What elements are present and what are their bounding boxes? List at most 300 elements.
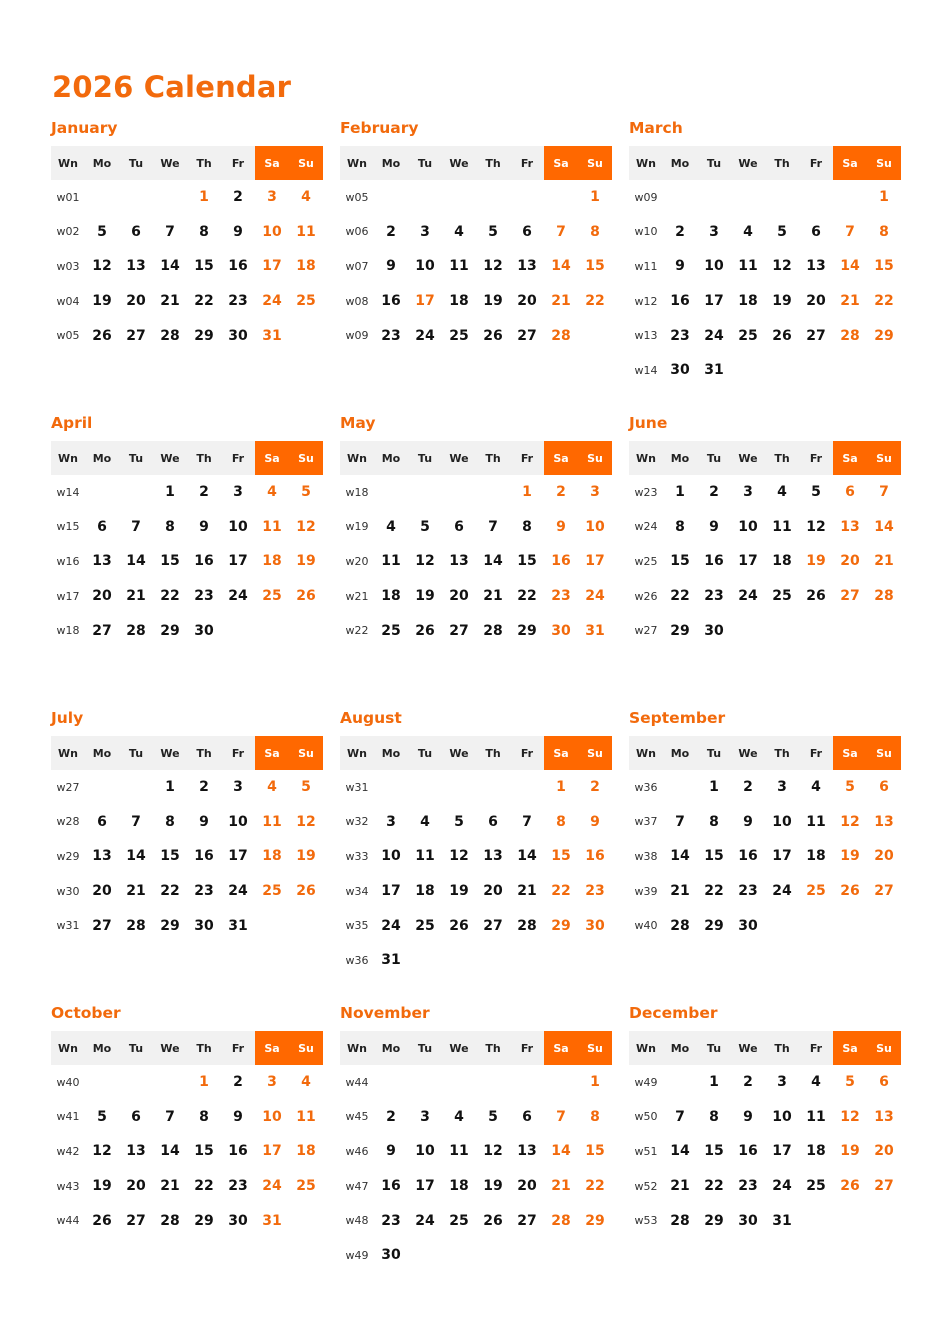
weekday-header: Fr	[221, 441, 255, 475]
day-cell: 24	[415, 327, 435, 344]
day-cell: 1	[709, 779, 719, 796]
day-cell: 1	[522, 484, 532, 501]
weekday-header: We	[731, 736, 765, 770]
month-name: August	[340, 709, 402, 727]
day-cell: 27	[806, 327, 826, 344]
day-cell: 7	[556, 1108, 566, 1125]
empty-cell	[663, 1065, 697, 1100]
day-cell: 13	[517, 1143, 537, 1160]
day-cell: 3	[420, 1108, 430, 1125]
day-cell: 6	[522, 223, 532, 240]
day-cell: 28	[160, 1212, 180, 1229]
weekday-header: Fr	[510, 736, 544, 770]
day-cell: 22	[670, 588, 690, 605]
day-cell: 22	[194, 1178, 214, 1195]
day-cell: 18	[296, 258, 316, 275]
day-cell: 9	[709, 518, 719, 535]
week-number: w27	[634, 624, 658, 638]
empty-cell	[221, 613, 255, 648]
day-cell: 16	[381, 1178, 401, 1195]
empty-cell	[85, 475, 119, 510]
day-cell: 9	[556, 518, 566, 535]
week-number: w30	[56, 884, 80, 898]
weekday-header: We	[731, 441, 765, 475]
day-cell: 19	[840, 1143, 860, 1160]
empty-cell	[476, 943, 510, 978]
day-cell: 27	[92, 622, 112, 639]
day-cell: 18	[381, 588, 401, 605]
empty-cell	[867, 353, 901, 388]
day-cell: 10	[381, 848, 401, 865]
day-cell: 25	[806, 883, 826, 900]
weekday-header: Su	[578, 441, 612, 475]
day-cell: 8	[590, 223, 600, 240]
empty-cell	[833, 1203, 867, 1238]
week-number: w39	[634, 884, 658, 898]
day-cell: 9	[675, 258, 685, 275]
empty-cell	[833, 908, 867, 943]
day-cell: 3	[267, 189, 277, 206]
empty-cell	[867, 1203, 901, 1238]
weekday-header: Sa	[833, 146, 867, 180]
weekday-header: Fr	[799, 1031, 833, 1065]
weekday-header: Wn	[51, 146, 85, 180]
day-cell: 14	[517, 848, 537, 865]
week-number: w24	[634, 520, 658, 534]
day-cell: 12	[483, 1143, 503, 1160]
weekday-header: Mo	[85, 736, 119, 770]
empty-cell	[119, 770, 153, 805]
day-cell: 10	[415, 258, 435, 275]
weekday-header: Mo	[85, 1031, 119, 1065]
empty-cell	[442, 1238, 476, 1273]
day-cell: 7	[131, 813, 141, 830]
day-cell: 4	[301, 1074, 311, 1091]
day-cell: 25	[449, 1212, 469, 1229]
week-number: w43	[56, 1179, 80, 1193]
day-cell: 31	[228, 917, 248, 934]
day-cell: 3	[233, 484, 243, 501]
day-cell: 11	[415, 848, 435, 865]
day-cell: 29	[704, 917, 724, 934]
month-march	[629, 118, 900, 388]
day-cell: 21	[670, 1178, 690, 1195]
day-cell: 27	[126, 327, 146, 344]
empty-cell	[731, 353, 765, 388]
day-cell: 19	[806, 553, 826, 570]
day-cell: 5	[301, 484, 311, 501]
week-number: w52	[634, 1179, 658, 1193]
week-number: w11	[634, 259, 658, 273]
day-cell: 18	[449, 1178, 469, 1195]
empty-cell	[544, 1238, 578, 1273]
day-cell: 31	[262, 327, 282, 344]
weekday-header: Sa	[255, 736, 289, 770]
weekday-header: Mo	[663, 441, 697, 475]
day-cell: 15	[585, 1143, 605, 1160]
day-cell: 27	[483, 917, 503, 934]
day-cell: 23	[670, 327, 690, 344]
day-cell: 7	[879, 484, 889, 501]
weekday-header: Su	[867, 1031, 901, 1065]
week-number: w09	[634, 190, 658, 204]
month-may	[340, 413, 611, 648]
day-cell: 8	[590, 1108, 600, 1125]
day-cell: 11	[449, 1143, 469, 1160]
month-table	[629, 1031, 900, 1238]
week-number: w53	[634, 1214, 658, 1228]
page-title: 2026 Calendar	[52, 70, 292, 104]
weekday-header: We	[153, 146, 187, 180]
day-cell: 2	[743, 1074, 753, 1091]
day-cell: 21	[670, 883, 690, 900]
day-cell: 20	[874, 1143, 894, 1160]
day-cell: 29	[874, 327, 894, 344]
day-cell: 27	[517, 1212, 537, 1229]
weekday-header: Th	[476, 1031, 510, 1065]
empty-cell	[544, 1065, 578, 1100]
weekday-header: Tu	[697, 146, 731, 180]
weekday-header: Th	[476, 736, 510, 770]
day-cell: 9	[743, 813, 753, 830]
weekday-header: Sa	[255, 1031, 289, 1065]
day-cell: 28	[874, 588, 894, 605]
weekday-header: Mo	[663, 1031, 697, 1065]
day-cell: 18	[806, 848, 826, 865]
month-april	[51, 413, 322, 648]
empty-cell	[510, 943, 544, 978]
empty-cell	[510, 770, 544, 805]
week-number: w40	[56, 1075, 80, 1089]
day-cell: 7	[488, 518, 498, 535]
week-number: w08	[345, 294, 369, 308]
day-cell: 13	[806, 258, 826, 275]
month-table	[340, 736, 611, 978]
week-number: w44	[345, 1075, 369, 1089]
day-cell: 3	[420, 223, 430, 240]
day-cell: 10	[585, 518, 605, 535]
day-cell: 23	[381, 327, 401, 344]
empty-cell	[442, 180, 476, 215]
weekday-header: We	[442, 146, 476, 180]
day-cell: 20	[806, 293, 826, 310]
day-cell: 13	[517, 258, 537, 275]
day-cell: 22	[194, 293, 214, 310]
day-cell: 27	[449, 622, 469, 639]
day-cell: 5	[845, 1074, 855, 1091]
week-number: w27	[56, 780, 80, 794]
day-cell: 17	[228, 553, 248, 570]
week-number: w05	[56, 329, 80, 343]
empty-cell	[663, 180, 697, 215]
week-number: w38	[634, 849, 658, 863]
day-cell: 28	[126, 917, 146, 934]
day-cell: 23	[194, 588, 214, 605]
month-name: April	[51, 414, 93, 432]
weekday-header: We	[442, 736, 476, 770]
day-cell: 14	[126, 848, 146, 865]
month-name: June	[629, 414, 668, 432]
day-cell: 10	[228, 518, 248, 535]
weekday-header: Tu	[119, 736, 153, 770]
day-cell: 19	[449, 883, 469, 900]
day-cell: 30	[381, 1247, 401, 1264]
day-cell: 18	[738, 293, 758, 310]
month-name: July	[51, 709, 84, 727]
empty-cell	[408, 943, 442, 978]
day-cell: 31	[585, 622, 605, 639]
week-number: w22	[345, 624, 369, 638]
empty-cell	[374, 770, 408, 805]
month-table	[629, 146, 900, 388]
day-cell: 7	[675, 813, 685, 830]
day-cell: 11	[772, 518, 792, 535]
day-cell: 2	[675, 223, 685, 240]
day-cell: 17	[228, 848, 248, 865]
day-cell: 7	[165, 223, 175, 240]
week-number: w33	[345, 849, 369, 863]
day-cell: 12	[92, 1143, 112, 1160]
month-july	[51, 708, 322, 943]
day-cell: 31	[704, 362, 724, 379]
day-cell: 5	[811, 484, 821, 501]
day-cell: 25	[772, 588, 792, 605]
day-cell: 20	[126, 1178, 146, 1195]
day-cell: 9	[590, 813, 600, 830]
empty-cell	[476, 770, 510, 805]
empty-cell	[833, 353, 867, 388]
weekday-header: Th	[187, 1031, 221, 1065]
day-cell: 20	[840, 553, 860, 570]
day-cell: 28	[840, 327, 860, 344]
day-cell: 26	[92, 1212, 112, 1229]
day-cell: 13	[874, 1108, 894, 1125]
week-number: w50	[634, 1110, 658, 1124]
day-cell: 17	[262, 258, 282, 275]
day-cell: 26	[296, 883, 316, 900]
day-cell: 3	[709, 223, 719, 240]
day-cell: 28	[551, 1212, 571, 1229]
day-cell: 24	[738, 588, 758, 605]
empty-cell	[289, 318, 323, 353]
empty-cell	[799, 1203, 833, 1238]
day-cell: 4	[811, 779, 821, 796]
weekday-header: We	[153, 441, 187, 475]
day-cell: 18	[449, 293, 469, 310]
month-table	[629, 441, 900, 648]
day-cell: 18	[262, 553, 282, 570]
day-cell: 12	[449, 848, 469, 865]
day-cell: 11	[381, 553, 401, 570]
day-cell: 4	[267, 484, 277, 501]
weekday-header: Sa	[833, 736, 867, 770]
day-cell: 12	[840, 1108, 860, 1125]
day-cell: 4	[267, 779, 277, 796]
day-cell: 25	[262, 883, 282, 900]
weekday-header: Mo	[85, 441, 119, 475]
empty-cell	[697, 180, 731, 215]
day-cell: 19	[296, 553, 316, 570]
day-cell: 30	[738, 917, 758, 934]
empty-cell	[153, 1065, 187, 1100]
day-cell: 3	[777, 1074, 787, 1091]
day-cell: 5	[301, 779, 311, 796]
weekday-header: Tu	[408, 736, 442, 770]
day-cell: 1	[879, 189, 889, 206]
day-cell: 22	[585, 293, 605, 310]
day-cell: 10	[228, 813, 248, 830]
empty-cell	[833, 180, 867, 215]
day-cell: 27	[517, 327, 537, 344]
weekday-header: Fr	[221, 1031, 255, 1065]
day-cell: 4	[454, 1108, 464, 1125]
month-table	[629, 736, 900, 943]
day-cell: 30	[738, 1212, 758, 1229]
empty-cell	[408, 1238, 442, 1273]
week-number: w09	[345, 329, 369, 343]
weekday-header: Wn	[340, 441, 374, 475]
day-cell: 22	[517, 588, 537, 605]
weekday-header: Wn	[340, 146, 374, 180]
day-cell: 19	[92, 1178, 112, 1195]
month-november	[340, 1003, 611, 1273]
empty-cell	[663, 770, 697, 805]
day-cell: 12	[415, 553, 435, 570]
empty-cell	[799, 353, 833, 388]
day-cell: 23	[228, 1178, 248, 1195]
weekday-header: Tu	[408, 1031, 442, 1065]
empty-cell	[289, 613, 323, 648]
day-cell: 30	[194, 622, 214, 639]
day-cell: 26	[483, 1212, 503, 1229]
weekday-header: We	[442, 441, 476, 475]
empty-cell	[510, 1238, 544, 1273]
week-number: w21	[345, 589, 369, 603]
day-cell: 12	[92, 258, 112, 275]
day-cell: 12	[296, 518, 316, 535]
day-cell: 2	[386, 1108, 396, 1125]
day-cell: 27	[874, 1178, 894, 1195]
day-cell: 10	[772, 813, 792, 830]
day-cell: 14	[126, 553, 146, 570]
empty-cell	[765, 353, 799, 388]
day-cell: 23	[585, 883, 605, 900]
month-june	[629, 413, 900, 648]
empty-cell	[85, 770, 119, 805]
empty-cell	[867, 908, 901, 943]
weekday-header: Th	[476, 441, 510, 475]
day-cell: 25	[449, 327, 469, 344]
day-cell: 25	[381, 622, 401, 639]
week-number: w51	[634, 1144, 658, 1158]
day-cell: 25	[806, 1178, 826, 1195]
day-cell: 15	[874, 258, 894, 275]
weekday-header: Th	[765, 146, 799, 180]
day-cell: 26	[840, 883, 860, 900]
week-number: w05	[345, 190, 369, 204]
day-cell: 16	[194, 553, 214, 570]
day-cell: 18	[806, 1143, 826, 1160]
day-cell: 13	[92, 848, 112, 865]
week-number: w37	[634, 815, 658, 829]
week-number: w04	[56, 294, 80, 308]
day-cell: 9	[233, 1108, 243, 1125]
day-cell: 15	[194, 1143, 214, 1160]
weekday-header: Su	[289, 736, 323, 770]
day-cell: 20	[483, 883, 503, 900]
day-cell: 20	[874, 848, 894, 865]
day-cell: 8	[556, 813, 566, 830]
month-february	[340, 118, 611, 353]
day-cell: 24	[262, 1178, 282, 1195]
month-january	[51, 118, 322, 353]
weekday-header: Su	[578, 146, 612, 180]
day-cell: 20	[517, 293, 537, 310]
day-cell: 21	[126, 883, 146, 900]
day-cell: 19	[483, 293, 503, 310]
week-number: w36	[634, 780, 658, 794]
weekday-header: Su	[867, 146, 901, 180]
day-cell: 18	[262, 848, 282, 865]
day-cell: 17	[704, 293, 724, 310]
day-cell: 29	[194, 1212, 214, 1229]
day-cell: 7	[675, 1108, 685, 1125]
empty-cell	[85, 1065, 119, 1100]
weekday-header: Wn	[51, 441, 85, 475]
week-number: w06	[345, 225, 369, 239]
weekday-header: Wn	[340, 1031, 374, 1065]
day-cell: 19	[92, 293, 112, 310]
day-cell: 15	[160, 553, 180, 570]
month-name: January	[51, 119, 118, 137]
day-cell: 14	[551, 258, 571, 275]
month-name: October	[51, 1004, 121, 1022]
weekday-header: Th	[187, 736, 221, 770]
day-cell: 30	[228, 1212, 248, 1229]
day-cell: 3	[743, 484, 753, 501]
day-cell: 28	[517, 917, 537, 934]
day-cell: 29	[517, 622, 537, 639]
weekday-header: Sa	[544, 1031, 578, 1065]
day-cell: 13	[840, 518, 860, 535]
day-cell: 3	[233, 779, 243, 796]
weekday-header: Th	[187, 441, 221, 475]
day-cell: 8	[199, 223, 209, 240]
day-cell: 16	[551, 553, 571, 570]
day-cell: 21	[126, 588, 146, 605]
week-number: w42	[56, 1144, 80, 1158]
day-cell: 30	[551, 622, 571, 639]
weekday-header: Tu	[408, 146, 442, 180]
weekday-header: Mo	[663, 146, 697, 180]
week-number: w19	[345, 520, 369, 534]
day-cell: 29	[194, 327, 214, 344]
day-cell: 24	[415, 1212, 435, 1229]
week-number: w34	[345, 884, 369, 898]
empty-cell	[476, 1238, 510, 1273]
day-cell: 25	[415, 917, 435, 934]
week-number: w49	[634, 1075, 658, 1089]
weekday-header: We	[153, 736, 187, 770]
day-cell: 16	[228, 1143, 248, 1160]
empty-cell	[799, 908, 833, 943]
day-cell: 10	[704, 258, 724, 275]
weekday-header: Th	[765, 441, 799, 475]
weekday-header: Fr	[221, 736, 255, 770]
weekday-header: Tu	[697, 736, 731, 770]
weekday-header: Tu	[697, 441, 731, 475]
day-cell: 24	[772, 883, 792, 900]
